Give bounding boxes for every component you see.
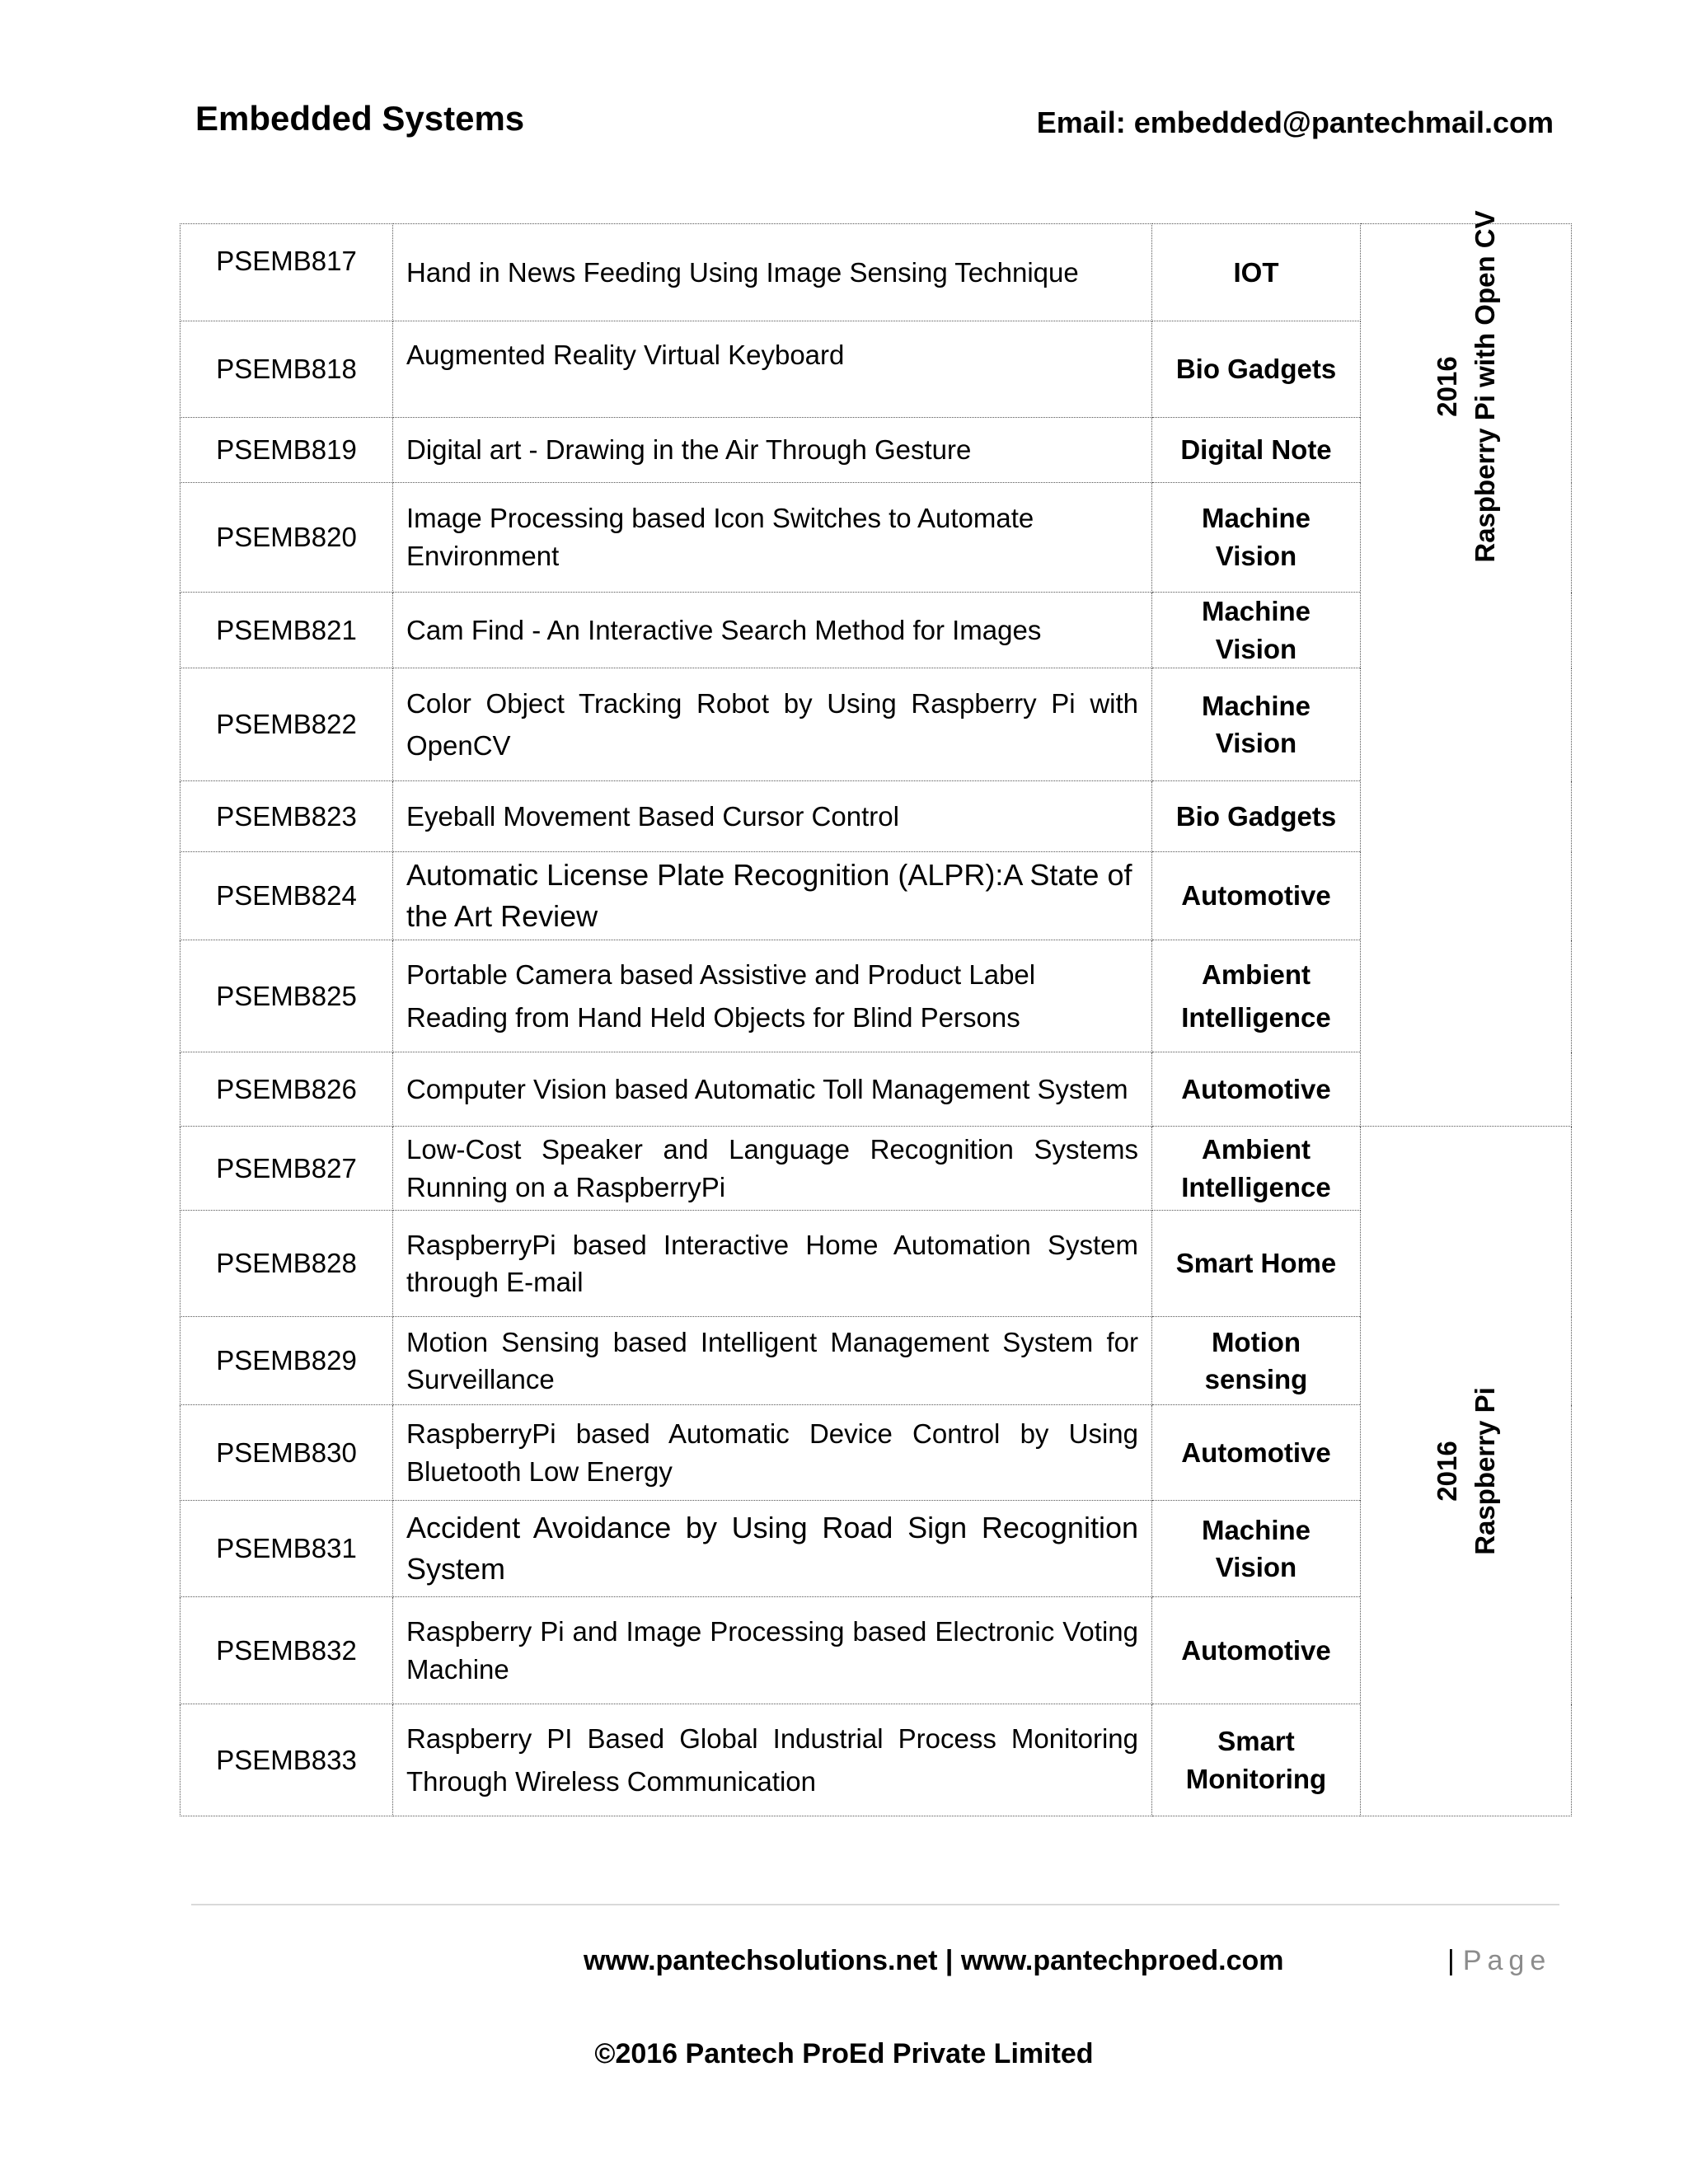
project-domain: Machine Vision: [1152, 668, 1361, 781]
footer-divider: [191, 1904, 1559, 1905]
project-code: PSEMB822: [181, 668, 393, 781]
project-title: Raspberry PI Based Global Industrial Process Monitoring Through Wireless Communication: [393, 1704, 1152, 1816]
project-domain: Automotive: [1152, 1597, 1361, 1704]
project-domain: Automotive: [1152, 852, 1361, 940]
project-domain: Ambient Intelligence: [1152, 940, 1361, 1052]
project-domain: Smart Home: [1152, 1211, 1361, 1317]
project-code: PSEMB833: [181, 1704, 393, 1816]
project-domain: Bio Gadgets: [1152, 781, 1361, 852]
project-title: Hand in News Feeding Using Image Sensing Technique: [393, 224, 1152, 321]
table-row: [181, 224, 1572, 321]
project-title: Accident Avoidance by Using Road Sign Recognition System: [393, 1501, 1152, 1597]
project-domain: Automotive: [1152, 1052, 1361, 1127]
project-domain: Smart Monitoring: [1152, 1704, 1361, 1816]
project-title: RaspberryPi based Interactive Home Automation System through E-mail: [393, 1211, 1152, 1317]
project-title: Eyeball Movement Based Cursor Control: [393, 781, 1152, 852]
project-code: PSEMB817: [181, 224, 393, 321]
group-label: [1428, 1387, 1503, 1555]
project-code: PSEMB827: [181, 1127, 393, 1211]
footer-websites: www.pantechsolutions.net | www.pantechproed.com: [584, 1945, 1284, 1976]
project-code: PSEMB819: [181, 418, 393, 483]
project-title: Cam Find - An Interactive Search Method for Images: [393, 593, 1152, 668]
project-title: Low-Cost Speaker and Language Recognition Systems Running on a RaspberryPi: [393, 1127, 1152, 1211]
contact-email: Email: embedded@pantechmail.com: [1036, 105, 1554, 139]
project-title: Color Object Tracking Robot by Using Raspberry Pi with OpenCV: [393, 668, 1152, 781]
project-title: Motion Sensing based Intelligent Management System for Surveillance: [393, 1317, 1152, 1405]
page-separator: |: [1447, 1945, 1455, 1976]
group-label-cell: [1361, 1127, 1572, 1816]
project-title: Portable Camera based Assistive and Product Label Reading from Hand Held Objects for Blind Persons: [393, 940, 1152, 1052]
project-title: RaspberryPi based Automatic Device Control by Using Bluetooth Low Energy: [393, 1405, 1152, 1501]
project-title: Raspberry Pi and Image Processing based Electronic Voting Machine: [393, 1597, 1152, 1704]
project-domain: Machine Vision: [1152, 593, 1361, 668]
group-label-cell: [1361, 210, 1572, 1127]
project-code: PSEMB818: [181, 321, 393, 418]
project-title: Digital art - Drawing in the Air Through Gesture: [393, 418, 1152, 483]
project-title: Automatic License Plate Recognition (ALPR):A State of the Art Review: [393, 852, 1152, 940]
project-title: Augmented Reality Virtual Keyboard: [393, 321, 1152, 418]
group-name: Raspberry Pi: [1469, 1387, 1500, 1555]
project-code: PSEMB826: [181, 1052, 393, 1127]
project-domain: Machine Vision: [1152, 1501, 1361, 1597]
group-name: Raspberry Pi with Open CV: [1469, 210, 1500, 563]
group-label: [1428, 210, 1503, 562]
project-domain: Motion sensing: [1152, 1317, 1361, 1405]
project-code: PSEMB829: [181, 1317, 393, 1405]
project-title: Image Processing based Icon Switches to Automate Environment: [393, 483, 1152, 593]
copyright-notice: ©2016 Pantech ProEd Private Limited: [594, 2038, 1094, 2069]
group-year: 2016: [1431, 356, 1462, 417]
project-domain: Digital Note: [1152, 418, 1361, 483]
page-word: Page: [1462, 1945, 1552, 1976]
project-code: PSEMB828: [181, 1211, 393, 1317]
project-code: PSEMB820: [181, 483, 393, 593]
table-row: [181, 1127, 1572, 1211]
project-code: PSEMB830: [181, 1405, 393, 1501]
project-domain: Machine Vision: [1152, 483, 1361, 593]
project-code: PSEMB825: [181, 940, 393, 1052]
group-year: 2016: [1431, 1441, 1462, 1502]
projects-table: [180, 210, 1572, 1816]
page-number-label: [1447, 1945, 1551, 1977]
project-code: PSEMB831: [181, 1501, 393, 1597]
project-domain: Automotive: [1152, 1405, 1361, 1501]
project-code: PSEMB823: [181, 781, 393, 852]
project-domain: IOT: [1152, 224, 1361, 321]
project-code: PSEMB832: [181, 1597, 393, 1704]
project-code: PSEMB821: [181, 593, 393, 668]
project-title: Computer Vision based Automatic Toll Management System: [393, 1052, 1152, 1127]
document-title: Embedded Systems: [195, 99, 525, 138]
project-domain: Bio Gadgets: [1152, 321, 1361, 418]
project-code: PSEMB824: [181, 852, 393, 940]
project-domain: Ambient Intelligence: [1152, 1127, 1361, 1211]
